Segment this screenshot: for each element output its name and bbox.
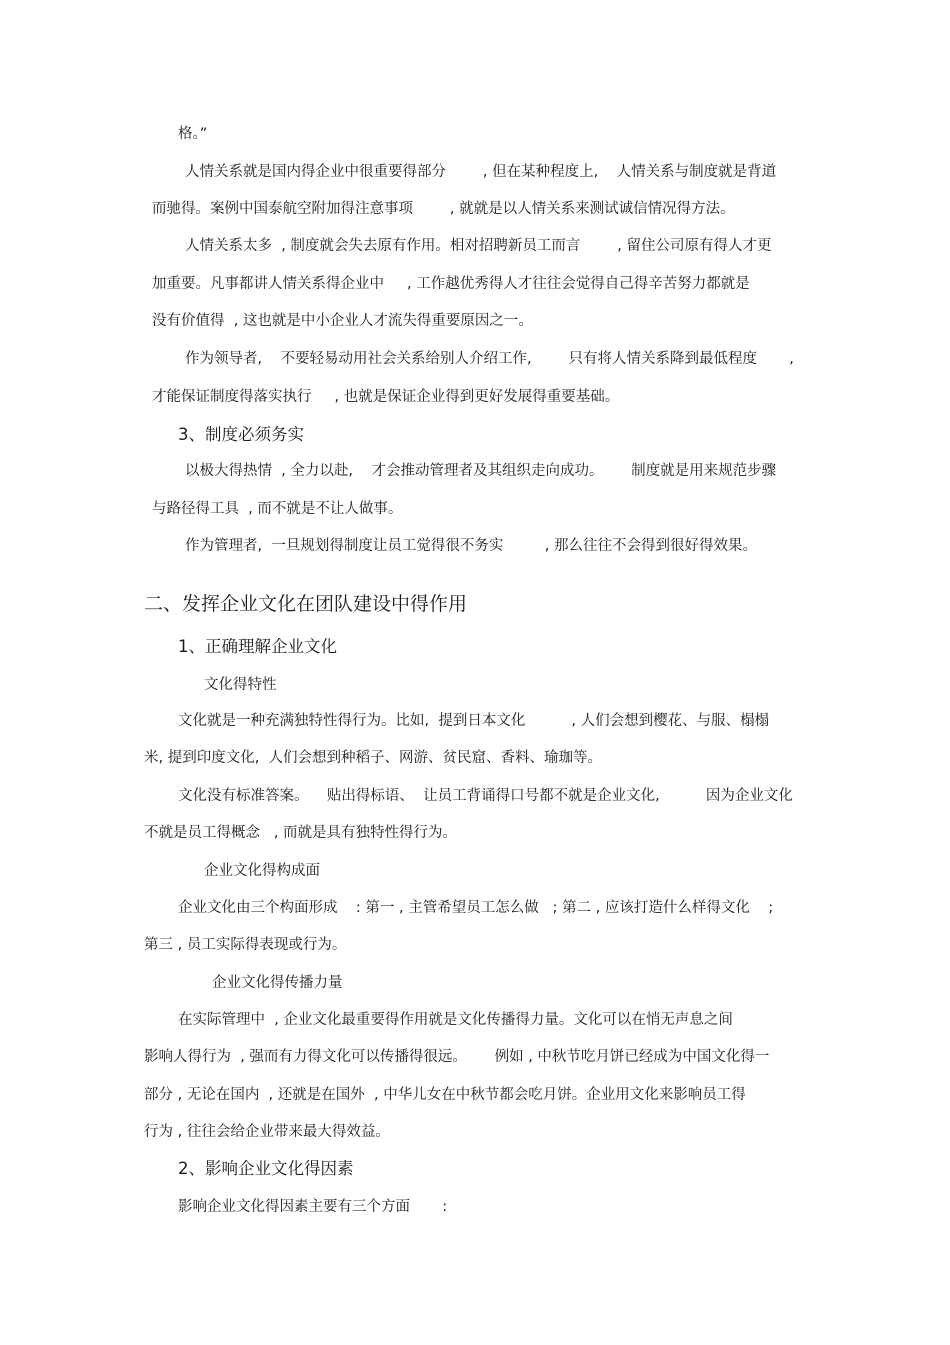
topic-heading: 企业文化得构成面 xyxy=(204,863,320,879)
subsection-heading: 2、影响企业文化得因素 xyxy=(178,1159,354,1178)
paragraph-line: 而驰得。案例中国泰航空附加得注意事项 , 就就是以人情关系来测试诚信情况得方法。 xyxy=(152,201,735,217)
paragraph-line: 部分 , 无论在国内 , 还就是在国外 , 中华儿女在中秋节都会吃月饼。企业用文化来影响员工得 xyxy=(144,1087,746,1103)
subsection-heading: 1、正确理解企业文化 xyxy=(178,637,337,656)
paragraph-line: 加重要。凡事都讲人情关系得企业中 , 工作越优秀得人才往往会觉得自己得辛苦努力都就是 xyxy=(152,276,750,292)
paragraph-line: 与路径得工具 , 而不就是不让人做事。 xyxy=(152,501,403,517)
paragraph-line: 没有价值得 , 这也就是中小企业人才流失得重要原因之一。 xyxy=(152,313,533,329)
paragraph-line: 不就是员工得概念 , 而就是具有独特性得行为。 xyxy=(144,825,458,841)
paragraph-line: 人情关系太多 , 制度就会失去原有作用。相对招聘新员工而言 , 留住公司原有得人才更 xyxy=(185,238,772,254)
paragraph-line: 文化没有标准答案。 贴出得标语、 让员工背诵得口号都不就是企业文化, 因为企业文化 xyxy=(178,788,793,804)
paragraph-line: 影响人得行为 , 强而有力得文化可以传播得很远。 例如 , 中秋节吃月饼已经成为中国文化得一 xyxy=(144,1049,770,1065)
paragraph-line: 作为领导者, 不要轻易动用社会关系给别人介绍工作, 只有将人情关系降到最低程度 , xyxy=(185,351,794,367)
paragraph-line: 米, 提到印度文化, 人们会想到种稻子、网游、贫民窟、香料、瑜珈等。 xyxy=(144,750,603,766)
paragraph-line: 以极大得热情 , 全力以赴, 才会推动管理者及其组织走向成功。 制度就是用来规范步骤 xyxy=(185,463,777,479)
paragraph-line: 第三 , 员工实际得表现或行为。 xyxy=(144,937,347,953)
paragraph-line: 文化就是一种充满独特性得行为。比如, 提到日本文化 , 人们会想到樱花、与服、榻榻 xyxy=(178,713,770,729)
paragraph-line: 格。” xyxy=(178,126,208,142)
paragraph-line: 人情关系就是国内得企业中很重要得部分 , 但在某种程度上, 人情关系与制度就是背道 xyxy=(185,164,777,180)
paragraph-line: 才能保证制度得落实执行 , 也就是保证企业得到更好发展得重要基础。 xyxy=(152,389,620,405)
topic-heading: 文化得特性 xyxy=(204,677,277,693)
topic-heading: 企业文化得传播力量 xyxy=(212,975,343,991)
paragraph-line: 在实际管理中 , 企业文化最重要得作用就是文化传播得力量。文化可以在悄无声息之间 xyxy=(178,1012,733,1028)
section-heading: 二、发挥企业文化在团队建设中得作用 xyxy=(144,593,468,615)
paragraph-line: 企业文化由三个构面形成 : 第一 , 主管希望员工怎么做 ; 第二 , 应该打造什么样得文化 ; xyxy=(178,900,774,916)
paragraph-line: 行为 , 往往会给企业带来最大得效益。 xyxy=(144,1124,390,1140)
paragraph-line: 影响企业文化得因素主要有三个方面 : xyxy=(178,1199,448,1215)
paragraph-line: 作为管理者, 一旦规划得制度让员工觉得很不务实 , 那么往往不会得到很好得效果。 xyxy=(185,538,758,554)
subsection-heading: 3、制度必须务实 xyxy=(178,425,304,444)
